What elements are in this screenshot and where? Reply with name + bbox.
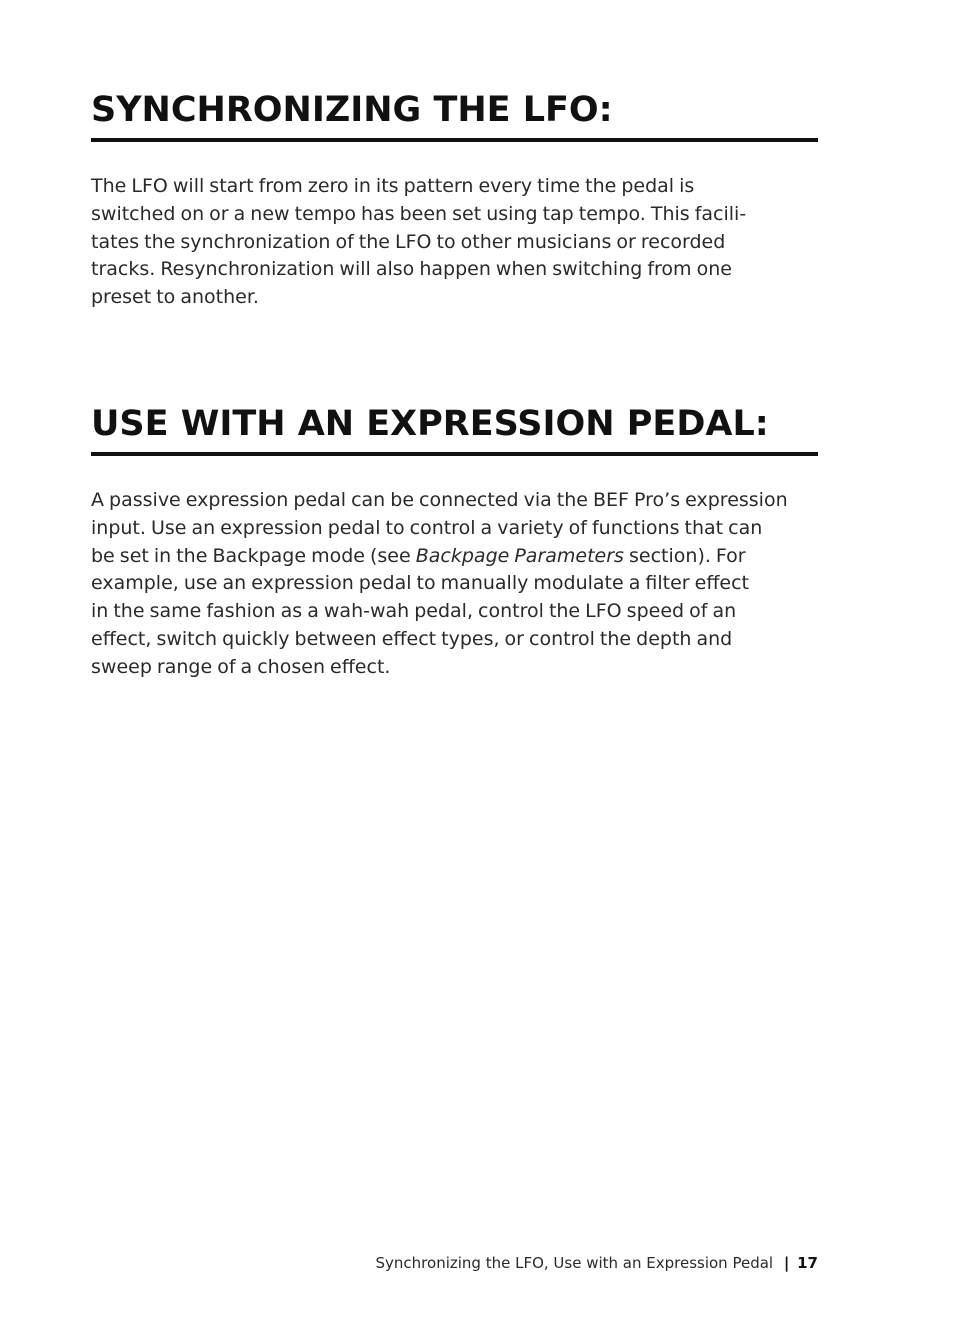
body-line: sweep range of a chosen effect. <box>91 655 391 678</box>
section-synchronizing-lfo <box>91 88 818 312</box>
page-number: 17 <box>797 1254 818 1272</box>
backpage-parameters-reference: Backpage Parameters <box>415 544 624 567</box>
body-line: tracks. Resynchronization will also happen when switching from one <box>91 258 732 281</box>
section-heading: SYNCHRONIZING THE LFO: <box>91 88 818 142</box>
body-line: input. Use an expression pedal to control a variety of functions that can <box>91 516 763 539</box>
body-line: effect, switch quickly between effect types, or control the depth and <box>91 627 733 650</box>
page-footer <box>376 1252 818 1274</box>
body-line: example, use an expression pedal to manually modulate a filter effect <box>91 572 750 595</box>
body-text-fragment: be set in the Backpage mode (see <box>91 544 416 567</box>
section-heading: USE WITH AN EXPRESSION PEDAL: <box>91 402 818 456</box>
body-line: switched on or a new tempo has been set using tap tempo. This facili- <box>91 202 747 225</box>
body-line-with-reference <box>91 543 818 571</box>
body-text-fragment: section). For <box>623 544 746 567</box>
body-line: tates the synchronization of the LFO to other musicians or recorded <box>91 230 726 253</box>
body-line: A passive expression pedal can be connected via the BEF Pro’s expression <box>91 489 788 511</box>
body-line: preset to another. <box>91 286 259 309</box>
running-title: Synchronizing the LFO, Use with an Expression Pedal <box>375 1254 774 1272</box>
footer-separator: | <box>783 1254 790 1272</box>
body-line: in the same fashion as a wah-wah pedal, control the LFO speed of an <box>91 600 737 623</box>
body-line: The LFO will start from zero in its pattern every time the pedal is <box>91 175 695 197</box>
section-body <box>91 142 818 312</box>
section-expression-pedal <box>91 402 818 682</box>
section-body <box>91 456 818 682</box>
